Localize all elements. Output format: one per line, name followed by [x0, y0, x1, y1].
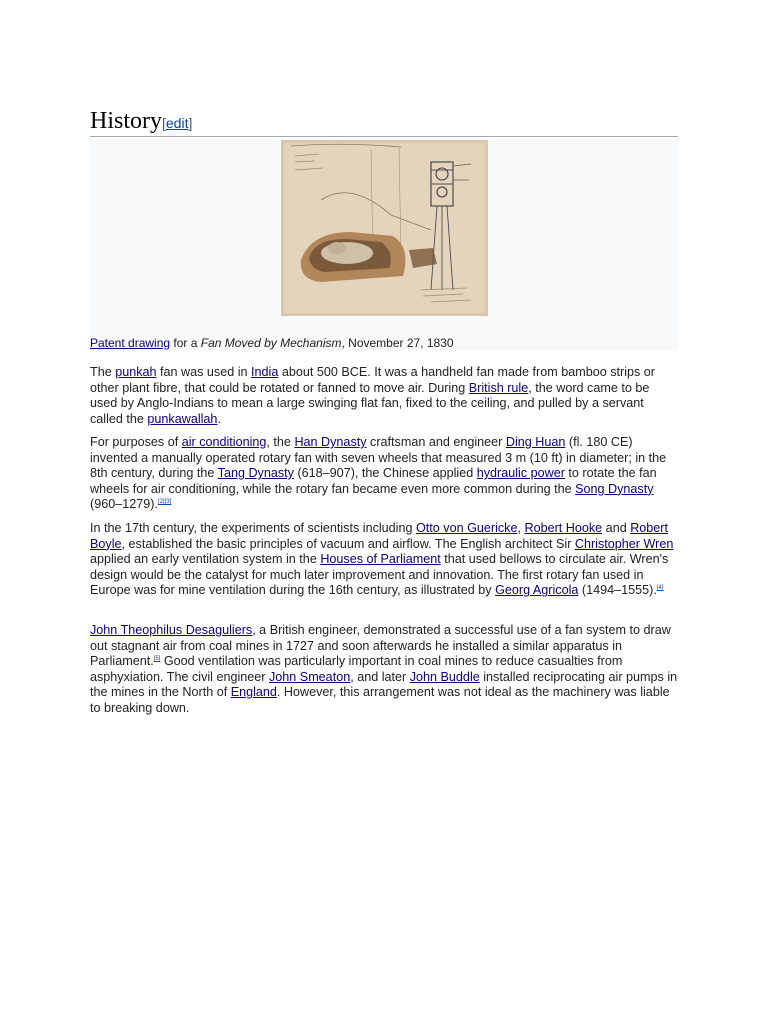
link-christopher-wren[interactable]: Christopher Wren — [574, 536, 674, 551]
section-title: History — [90, 108, 162, 134]
link-han-dynasty[interactable]: Han Dynasty — [294, 435, 367, 449]
link-air-conditioning[interactable]: air conditioning — [181, 435, 267, 449]
link-otto-von-guericke[interactable]: Otto von Guericke — [415, 521, 518, 535]
figure-caption: Patent drawing for a Fan Moved by Mechanism, November 27, 1830 — [90, 336, 454, 350]
edit-section: [edit] — [162, 115, 193, 131]
reference-superscript — [158, 499, 171, 505]
paragraph-desaguliers: John Theophilus Desaguliers, a British engineer, demonstrated a successful use of a fan system to draw out stagnant air from coal mines in 1727 and soon afterwards he installed a similar apparatus in Parliament.[5] Good ventilation was particularly important in coal mines to reduce casualties from asphyxiation. The civil engineer John Smeaton, and later John Buddle installed reciprocating air pumps in the mines in the North of England. However, this arrangement was not ideal as the machinery was liable to breaking down. — [90, 623, 678, 715]
link-john-smeaton[interactable]: John Smeaton — [268, 669, 351, 684]
patent-drawing-link[interactable]: Patent drawing — [90, 336, 171, 350]
link-england[interactable]: England — [230, 685, 277, 700]
link-john-theophilus-desaguliers[interactable]: John Theophilus Desaguliers — [90, 623, 253, 637]
reference-link[interactable]: [5] — [153, 656, 161, 663]
link-georg-agricola[interactable]: Georg Agricola — [495, 583, 579, 598]
edit-link[interactable]: edit — [165, 115, 189, 131]
link-punkah[interactable]: punkah — [115, 365, 157, 379]
patent-drawing-image[interactable] — [281, 140, 488, 316]
link-india[interactable]: India — [251, 365, 279, 379]
link-song-dynasty[interactable]: Song Dynasty — [575, 481, 654, 496]
paragraph-punkah: The punkah fan was used in India about 500 BCE. It was a handheld fan made from bamboo strips or other plant fibre, that could be rotated or fanned to move air. During British rule, the word came to be used by Anglo-Indians to mean a large swinging flat fan, fixed to the ceiling, and pulled by a servant called the punkawallah. — [90, 365, 655, 426]
reference-link[interactable]: [4] — [656, 585, 664, 592]
reference-superscript — [657, 585, 664, 591]
figure — [90, 139, 678, 351]
link-ding-huan[interactable]: Ding Huan — [505, 435, 566, 449]
paragraph-air-conditioning: For purposes of air conditioning, the Han Dynasty craftsman and engineer Ding Huan (fl. 180 CE) invented a manually operated rotary fan with seven wheels that measured 3 m (10 ft) in diameter; in the 8th century, during the Tang Dynasty (618–907), the Chinese applied hydraulic power to rotate the fan wheels for air conditioning, while the rotary fan became even more common during the Song Dynasty (960–1279).[2][3] — [90, 435, 667, 512]
section-heading — [90, 108, 678, 137]
link-british-rule[interactable]: British rule — [468, 380, 529, 395]
link-hydraulic-power[interactable]: hydraulic power — [476, 466, 565, 481]
link-robert-boyle[interactable]: Robert Boyle — [90, 521, 669, 551]
link-punkawallah[interactable]: punkawallah — [147, 411, 218, 426]
link-tang-dynasty[interactable]: Tang Dynasty — [217, 466, 294, 481]
link-robert-hooke[interactable]: Robert Hooke — [524, 521, 603, 535]
link-john-buddle[interactable]: John Buddle — [409, 669, 480, 684]
reference-link[interactable]: [2][3] — [157, 499, 172, 506]
paragraph-17th-century: In the 17th century, the experiments of scientists including Otto von Guericke, Robert Hooke and Robert Boyle, established the basic principles of vacuum and airflow. The English architect Sir Christopher Wren applied an early ventilation system in the Houses of Parliament that used bellows to circulate air. Wren's design would be the catalyst for much later improvement and innovation. The first rotary fan used in Europe was for mine ventilation during the 16th century, as illustrated by Georg Agricola (1494–1555).[4] — [90, 521, 674, 598]
link-houses-of-parliament[interactable]: Houses of Parliament — [320, 552, 441, 567]
